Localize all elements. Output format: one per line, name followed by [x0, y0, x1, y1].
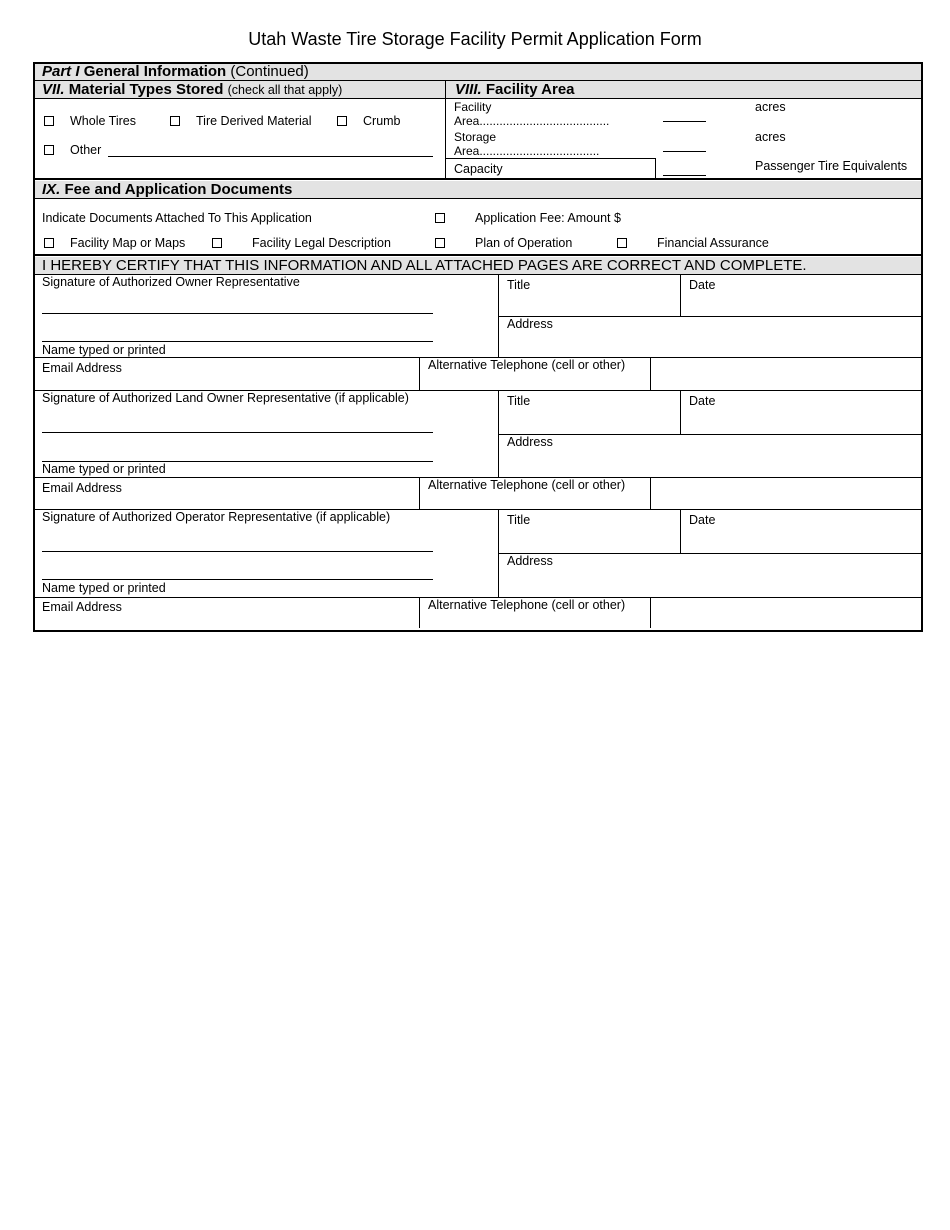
- operator-name-line[interactable]: [42, 579, 433, 580]
- owner-address-label: Address: [507, 317, 553, 331]
- capacity-input-line[interactable]: [663, 175, 706, 176]
- part-header: [42, 63, 309, 80]
- facility-map-checkbox[interactable]: [44, 238, 54, 248]
- storage-area-label-line2: Area....................................: [454, 144, 600, 158]
- other-checkbox[interactable]: [44, 145, 54, 155]
- land-owner-alt-phone-label: Alternative Telephone (cell or other): [428, 478, 626, 492]
- facility-legal-description-label: Facility Legal Description: [252, 236, 391, 250]
- section-7-header: [42, 81, 342, 99]
- tire-derived-material-label: Tire Derived Material: [196, 114, 312, 128]
- section-8-header: [455, 81, 575, 98]
- facility-area-label-line2: Area.......................................: [454, 114, 610, 128]
- operator-name-label: Name typed or printed: [42, 581, 166, 595]
- owner-signature-line[interactable]: [42, 313, 433, 314]
- storage-area-unit: acres: [755, 130, 786, 144]
- whole-tires-label: Whole Tires: [70, 114, 136, 128]
- owner-name-line[interactable]: [42, 341, 433, 342]
- facility-area-unit: acres: [755, 100, 786, 114]
- facility-area-label-line1: Facility: [454, 100, 492, 114]
- part-label: Part I: [42, 63, 80, 80]
- land-owner-date-label: Date: [689, 394, 716, 408]
- facility-area-input-line[interactable]: [663, 121, 706, 122]
- section-7-num: VII.: [42, 81, 65, 98]
- operator-email-label: Email Address: [42, 600, 122, 614]
- land-owner-name-label: Name typed or printed: [42, 462, 166, 476]
- owner-signature-label: Signature of Authorized Owner Representative: [42, 275, 300, 289]
- crumb-label: Crumb: [363, 114, 401, 128]
- indicate-documents-label: Indicate Documents Attached To This Application: [42, 211, 312, 225]
- facility-map-label: Facility Map or Maps: [70, 236, 186, 250]
- page-title: Utah Waste Tire Storage Facility Permit Application Form: [248, 29, 702, 49]
- operator-title-label: Title: [507, 513, 531, 527]
- section-9-num: IX.: [42, 181, 61, 198]
- land-owner-email-label: Email Address: [42, 481, 122, 495]
- financial-assurance-checkbox[interactable]: [617, 238, 627, 248]
- part-name: General Information: [83, 63, 227, 80]
- land-owner-title-label: Title: [507, 394, 531, 408]
- whole-tires-checkbox[interactable]: [44, 116, 54, 126]
- land-owner-signature-line[interactable]: [42, 432, 433, 433]
- section-8-name: Facility Area: [485, 81, 575, 98]
- owner-email-label: Email Address: [42, 361, 122, 375]
- other-input-line[interactable]: [108, 156, 433, 157]
- storage-area-label-line1: Storage: [454, 130, 497, 144]
- land-owner-address-label: Address: [507, 435, 553, 449]
- capacity-unit: Passenger Tire Equivalents: [755, 159, 908, 173]
- section-9-header: [42, 181, 292, 198]
- storage-area-input-line[interactable]: [663, 151, 706, 152]
- financial-assurance-label: Financial Assurance: [657, 236, 769, 250]
- operator-address-label: Address: [507, 554, 553, 568]
- owner-title-label: Title: [507, 278, 531, 292]
- crumb-checkbox[interactable]: [337, 116, 347, 126]
- operator-alt-phone-label: Alternative Telephone (cell or other): [428, 598, 626, 612]
- section-8-num: VIII.: [455, 81, 482, 98]
- owner-alt-phone-label: Alternative Telephone (cell or other): [428, 358, 626, 372]
- facility-legal-description-checkbox[interactable]: [212, 238, 222, 248]
- application-fee-checkbox[interactable]: [435, 213, 445, 223]
- section-7-note: (check all that apply): [227, 83, 343, 97]
- tire-derived-material-checkbox[interactable]: [170, 116, 180, 126]
- operator-date-label: Date: [689, 513, 716, 527]
- plan-of-operation-checkbox[interactable]: [435, 238, 445, 248]
- certification-statement: I HEREBY CERTIFY THAT THIS INFORMATION AND ALL ATTACHED PAGES ARE CORRECT AND COMPLETE.: [42, 257, 807, 274]
- plan-of-operation-label: Plan of Operation: [475, 236, 573, 250]
- section-7-name: Material Types Stored: [68, 81, 224, 98]
- land-owner-signature-label: Signature of Authorized Land Owner Representative (if applicable): [42, 391, 409, 405]
- section-9-name: Fee and Application Documents: [64, 181, 293, 198]
- part-suffix: (Continued): [230, 63, 309, 80]
- owner-name-label: Name typed or printed: [42, 343, 166, 357]
- operator-signature-label: Signature of Authorized Operator Representative (if applicable): [42, 510, 391, 524]
- other-label: Other: [70, 143, 102, 157]
- capacity-label: Capacity: [454, 162, 503, 176]
- operator-signature-line[interactable]: [42, 551, 433, 552]
- application-fee-label: Application Fee: Amount $: [475, 211, 621, 225]
- owner-date-label: Date: [689, 278, 716, 292]
